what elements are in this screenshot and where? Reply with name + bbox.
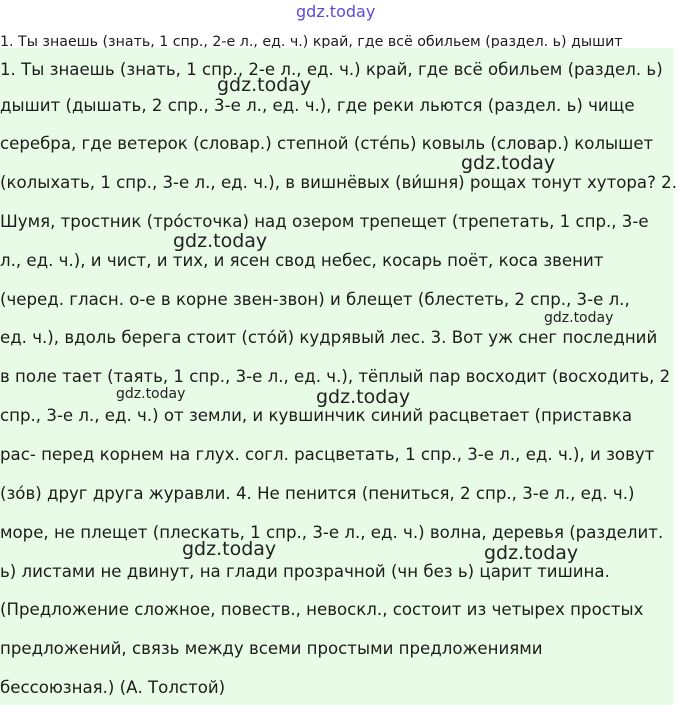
text-line: Шумя, тростник (тро́сточка) над озером трепещет (трепетать, 1 спр., 3-е bbox=[0, 212, 649, 231]
text-line: (Предложение сложное, повеств., невоскл., состоит из четырех простых bbox=[0, 600, 644, 619]
text-line: море, не плещет (плескать, 1 спр., 3-е л., ед. ч.) волна, деревья (разделит. bbox=[0, 523, 664, 542]
text-line: л., ед. ч.), и чист, и тих, и ясен свод небес, косарь поёт, коса звенит bbox=[0, 251, 604, 270]
text-line: 1. Ты знаешь (знать, 1 спр., 2-е л., ед. ч.) край, где всё обильем (раздел. ь) bbox=[0, 60, 663, 79]
text-line: спр., 3-е л., ед. ч.) от земли, и кувшинчик синий расцветает (приставка bbox=[0, 406, 633, 425]
cropped-text-line-container bbox=[0, 31, 680, 48]
watermark: gdz.today bbox=[116, 386, 186, 402]
text-line: в поле тает (таять, 1 спр., 3-е л., ед. ч.), тёплый пар восходит (восходить, 2 bbox=[0, 367, 671, 386]
watermark: gdz.today bbox=[461, 152, 556, 174]
text-line: (колыхать, 1 спр., 3-е л., ед. ч.), в вишнёвых (ви́шня) рощах тонут хутора? 2. bbox=[0, 173, 678, 192]
text-line: (зо́в) друг друга журавли. 4. Не пенится (пениться, 2 спр., 3-е л., ед. ч.) bbox=[0, 484, 635, 503]
text-line: предложений, связь между всеми простыми предложениями bbox=[0, 639, 543, 658]
text-line: бессоюзная.) (А. Толстой) bbox=[0, 678, 226, 697]
text-line: ь) листами не двинут, на глади прозрачной (чн без ь) царит тишина. bbox=[0, 562, 610, 581]
text-line: серебра, где ветерок (словар.) степной (сте́пь) ковыль (словар.) колышет bbox=[0, 134, 654, 153]
cropped-text-line: 1. Ты знаешь (знать, 1 спр., 2-е л., ед. ч.) край, где всё обильем (раздел. ь) дышит bbox=[0, 34, 623, 48]
watermark: gdz.today bbox=[173, 230, 268, 252]
watermark: gdz.today bbox=[217, 74, 312, 96]
text-line: (черед. гласн. о-е в корне звен-звон) и блещет (блестеть, 2 спр., 3-е л., bbox=[0, 290, 630, 309]
text-line: ед. ч.), вдоль берега стоит (сто́й) кудрявый лес. 3. Вот уж снег последний bbox=[0, 328, 658, 347]
watermark: gdz.today bbox=[484, 542, 579, 564]
text-line: дышит (дышать, 2 спр., 3-е л., ед. ч.), где реки льются (раздел. ь) чище bbox=[0, 96, 635, 115]
watermark: gdz.today bbox=[544, 310, 614, 326]
site-logo[interactable]: gdz.today bbox=[296, 2, 376, 21]
watermark: gdz.today bbox=[182, 538, 277, 560]
text-line: рас- перед корнем на глух. согл. расцветать, 1 спр., 3-е л., ед. ч.), и зовут bbox=[0, 445, 655, 464]
watermark: gdz.today bbox=[316, 386, 411, 408]
